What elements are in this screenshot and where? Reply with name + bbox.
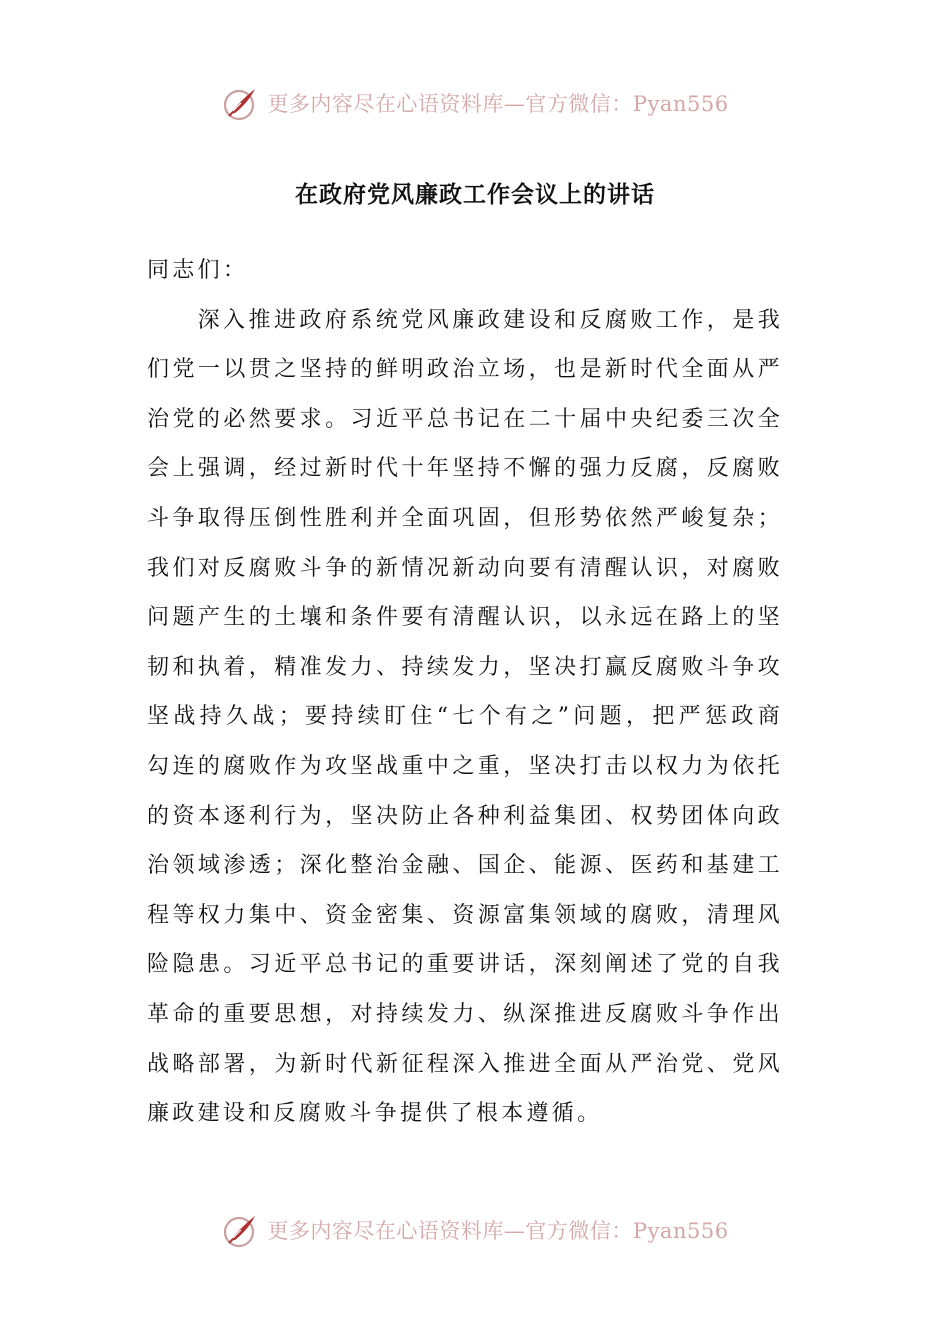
quill-logo-icon [221,1210,261,1250]
document-title: 在政府党风廉政工作会议上的讲话 [295,182,655,208]
header-watermark [0,78,950,128]
salutation: 同志们： [147,258,249,283]
document-body [147,246,783,1139]
watermark-text: 更多内容尽在心语资料库—官方微信：Pyan556 [267,92,729,116]
watermark-text: 更多内容尽在心语资料库—官方微信：Pyan556 [267,1219,729,1243]
footer-watermark [0,1205,950,1255]
quill-logo-icon [221,83,261,123]
body-paragraph: 深入推进政府系统党风廉政建设和反腐败工作，是我们党一以贯之坚持的鲜明政治立场，也是新时代全面从严治党的必然要求。习近平总书记在二十届中央纪委三次全会上强调，经过新时代十年坚持不懈的强力反腐，反腐败斗争取得压倒性胜利并全面巩固，但形势依然严峻复杂；我们对反腐败斗争的新情况新动向要有清醒认识，对腐败问题产生的土壤和条件要有清醒认识，以永远在路上的坚韧和执着，精准发力、持续发力，坚决打赢反腐败斗争攻坚战持久战；要持续盯住“七个有之”问题，把严惩政商勾连的腐败作为攻坚战重中之重，坚决打击以权力为依托的资本逐利行为，坚决防止各种利益集团、权势团体向政治领域渗透；深化整治金融、国企、能源、医药和基建工程等权力集中、资金密集、资源富集领域的腐败，清理风险隐患。习近平总书记的重要讲话，深刻阐述了党的自我革命的重要思想，对持续发力、纵深推进反腐败斗争作出战略部署，为新时代新征程深入推进全面从严治党、党风廉政建设和反腐败斗争提供了根本遵循。 [147,307,783,1127]
